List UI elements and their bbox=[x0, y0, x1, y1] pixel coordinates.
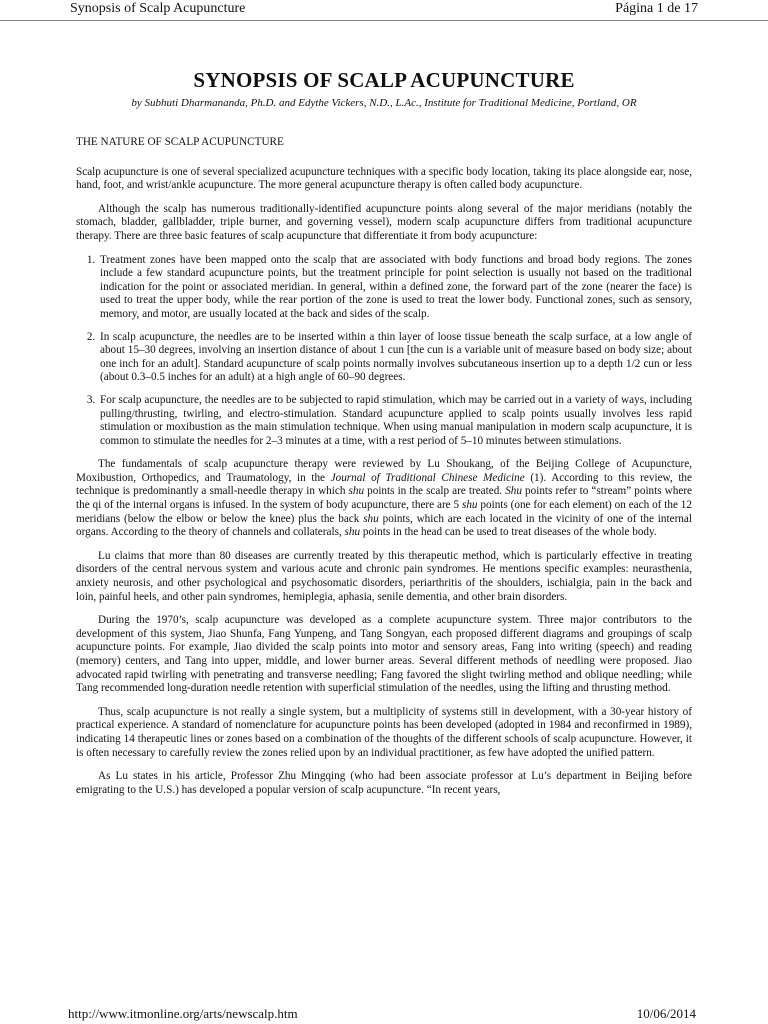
header-title: Synopsis of Scalp Acupuncture bbox=[70, 1, 246, 16]
document-body bbox=[76, 136, 692, 807]
paragraph-6: Thus, scalp acupuncture is not really a single system, but a multiplicity of systems still in development, with a 30-year history of practical experience. A standard of nomenclature for acupuncture points has been developed (adopted in 1984 and reconfirmed in 1989), indicating 14 therapeutic lines or zones based on a combination of the thoughts of the different schools of scalp acupuncture. However, it is often necessary to carefully review the zones relied upon by an individual practitioner, as few have adopted the unified pattern. bbox=[76, 705, 692, 759]
page-header bbox=[0, 0, 768, 21]
paragraph-4: Lu claims that more than 80 diseases are currently treated by this therapeutic method, which is particularly effective in treating disorders of the central nervous system and various acute and chronic pain syndromes. He mentions specific examples: neurasthenia, anxiety neurosis, and other psychological and psychosomatic disorders, periarthritis of the shoulders, ischialgia, pain in the back and loin, painful heels, and other pain syndromes, hemiplegia, aphasia, senile dementia, and other brain disorders. bbox=[76, 549, 692, 603]
text-run: points in the head can be used to treat diseases of the whole body. bbox=[360, 526, 657, 539]
source-url[interactable]: http://www.itmonline.org/arts/newscalp.htm bbox=[68, 1006, 298, 1021]
shu-term: shu bbox=[344, 526, 361, 539]
paragraph-5: During the 1970’s, scalp acupuncture was developed as a complete acupuncture system. Three major contributors to the development of this system, Jiao Shunfa, Fang Yunpeng, and Tang Songyan, each proposed different diagrams and groupings of scalp acupuncture points. For example, Jiao divided the scalp points into motor and sensory areas, Fang into writing (speech) and reading (memory) centers, and Tang into upper, middle, and lower burner areas. Several different methods of needling were proposed. Jiao advocated rapid twirling with penetrating and transverse needling; Fang favored the slight twirling method and oblique needling; while Tang recommended long-duration needle retention with superficial stimulation of the needles, using the lifting and thrusting method. bbox=[76, 614, 692, 695]
paragraph-1: Scalp acupuncture is one of several specialized acupuncture techniques with a specific body location, taking its place alongside ear, nose, hand, foot, and wrist/ankle acupuncture. The more general acupuncture therapy is often called body acupuncture. bbox=[76, 165, 692, 192]
paragraph-2: Although the scalp has numerous traditionally-identified acupuncture points along several of the major meridians (notably the stomach, bladder, gallbladder, triple burner, and governing vessel), modern scalp acupuncture differs from traditional acupuncture therapy. There are three basic features of scalp acupuncture that differentiate it from body acupuncture: bbox=[76, 202, 692, 242]
print-date: 10/06/2014 bbox=[636, 1006, 696, 1021]
list-item: 3. For scalp acupuncture, the needles are to be subjected to rapid stimulation, which may be carried out in a variety of ways, including pulling/thrusting, twirling, and electro-stimulation. Standard acupuncture applied to scalp points usually involves less rapid stimulation or moxibustion as the main stimulation technique. When using manual manipulation in modern scalp acupuncture, it is common to stimulate the needles for 2–3 minutes at a time, with a rest period of 5–10 minutes between stimulations. bbox=[98, 394, 692, 448]
text-run: points, which are each located in the vicinity of one of the internal organs. According to the theory of channels and collaterals, bbox=[76, 512, 692, 539]
features-list bbox=[76, 254, 692, 449]
shu-term: Shu bbox=[505, 485, 522, 498]
paragraph-3 bbox=[76, 458, 692, 540]
list-item: 1. Treatment zones have been mapped onto the scalp that are associated with body functions and broad body regions. The zones include a few standard acupuncture points, but the treatment principle for point selection is usually not based on the traditional indication for the point or associated meridian. In general, within a defined zone, the forward part of the zone (nearer the face) is used to treat the upper body, while the rear portion of the zone is used to treat the lower body. Functional zones, such as sensory, memory, and motor, are usually located at the back and sides of the scalp. bbox=[98, 254, 692, 322]
text-run: points in the scalp are treated. bbox=[364, 485, 506, 498]
section-heading: THE NATURE OF SCALP ACUPUNCTURE bbox=[76, 136, 284, 148]
list-item: 2. In scalp acupuncture, the needles are to be inserted within a thin layer of loose tissue beneath the scalp surface, at a low angle of about 15–30 degrees, involving an insertion distance of about 1 cun [the cun is a variable unit of measure based on body size; about one inch for an adult]. Standard acupuncture of scalp points normally involves subcutaneous insertion up to a depth 1/2 cun or less (about 0.3–0.5 inches for an adult) at a high angle of 60–90 degrees. bbox=[98, 331, 692, 385]
document-title: SYNOPSIS OF SCALP ACUPUNCTURE bbox=[193, 68, 575, 92]
page-number: Página 1 de 17 bbox=[615, 1, 698, 16]
shu-term: shu bbox=[363, 512, 379, 525]
text-run: points refer to “stream” points where the qi of the internal organs is infused. In the system of body acupuncture, there are 5 bbox=[76, 485, 693, 512]
shu-term: shu bbox=[461, 499, 478, 512]
paragraph-7: As Lu states in his article, Professor Zhu Mingqing (who had been associate professor at Lu’s department in Beijing before emigrating to the U.S.) has developed a popular version of scalp acupuncture. “In recent years, bbox=[76, 770, 692, 796]
text-run: points (one for each element) on each of the 12 meridians (below the elbow or below the knee) plus the back bbox=[76, 499, 692, 525]
text-run: (1). According to this review, the technique is predominantly a small-needle therapy in which bbox=[76, 471, 692, 498]
byline: by Subhuti Dharmananda, Ph.D. and Edythe Vickers, N.D., L.Ac., Institute for Traditional Medicine, Portland, OR bbox=[131, 97, 637, 109]
journal-title: Journal of Traditional Chinese Medicine bbox=[330, 471, 525, 484]
shu-term: shu bbox=[348, 485, 365, 498]
text-run: The fundamentals of scalp acupuncture therapy were reviewed by Lu Shoukang, of the Beijing College of Acupuncture, Moxibustion, Orthopedics, and Traumatology, in the bbox=[76, 458, 692, 484]
